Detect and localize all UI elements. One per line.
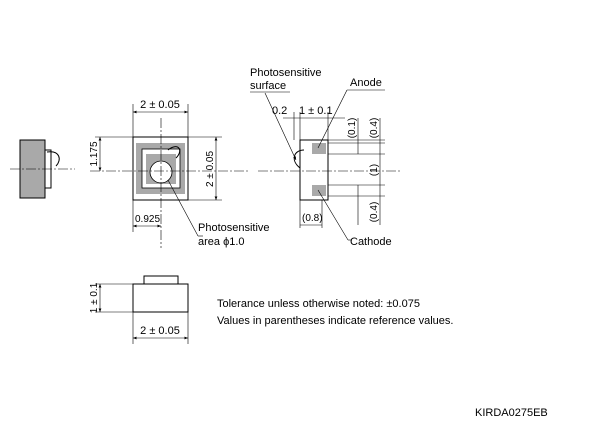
left-view bbox=[10, 140, 75, 198]
label-photosensitive-area-1: Photosensitive bbox=[198, 222, 270, 234]
dim-bottom-width: 2 ± 0.05 bbox=[140, 325, 180, 337]
dim-side-08: (0.8) bbox=[302, 213, 323, 224]
bottom-view bbox=[89, 276, 188, 344]
dim-side-04-bottom: (0.4) bbox=[369, 201, 380, 223]
side-cathode-pad bbox=[312, 185, 326, 196]
dim-bottom-height: 1 ± 0.1 bbox=[89, 282, 100, 314]
dim-side-width: 1 ± 0.1 bbox=[299, 105, 333, 117]
leader-anode bbox=[318, 90, 347, 148]
front-view bbox=[89, 99, 270, 248]
label-anode: Anode bbox=[350, 77, 382, 89]
dim-side-gap: 0.2 bbox=[272, 105, 288, 117]
leader-photosensitive-surface bbox=[265, 93, 296, 160]
note-tolerance: Tolerance unless otherwise noted: ±0.075 bbox=[217, 298, 420, 310]
label-photosensitive-surface-2: surface bbox=[250, 80, 287, 92]
label-photosensitive-surface-1: Photosensitive bbox=[250, 67, 322, 79]
dim-top-width: 2 ± 0.05 bbox=[140, 99, 180, 111]
dim-front-height: 2 ± 0.05 bbox=[205, 150, 216, 188]
note-reference: Values in parentheses indicate reference values. bbox=[217, 315, 454, 327]
side-view bbox=[250, 67, 400, 248]
dim-side-01: (0.1) bbox=[347, 117, 358, 139]
dim-0925: 0.925 bbox=[135, 214, 161, 225]
label-photosensitive-area-2: area ϕ1.0 bbox=[198, 236, 245, 248]
side-anode-pad bbox=[312, 143, 326, 154]
dim-1175: 1.175 bbox=[89, 141, 100, 167]
bottom-body bbox=[133, 284, 188, 312]
bottom-tab bbox=[144, 276, 178, 284]
drawing-code: KIRDA0275EB bbox=[475, 407, 548, 419]
label-cathode: Cathode bbox=[350, 236, 392, 248]
dim-side-04-top: (0.4) bbox=[369, 117, 380, 139]
dim-side-1: (1) bbox=[369, 163, 380, 177]
